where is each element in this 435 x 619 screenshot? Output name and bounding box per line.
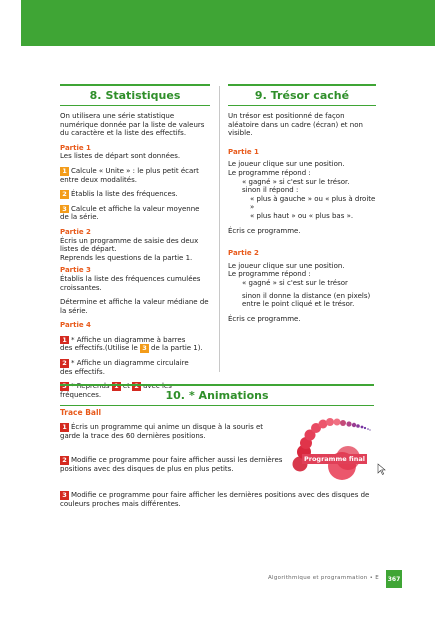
- section-title: 10. * Animations: [60, 384, 374, 406]
- part-label: Partie 1: [60, 143, 91, 152]
- list-item: 2 Établis la liste des fréquences.: [60, 190, 210, 199]
- part-text: Le joueur clique sur une position.: [228, 160, 345, 169]
- step-badge: 3: [60, 205, 69, 214]
- part-label: Partie 4: [60, 321, 91, 330]
- intro-text: Un trésor est positionné de façon aléatoire dans un cadre (écran) et non visible.: [228, 112, 363, 138]
- part-text: Détermine et affiche la valeur médiane de la série.: [60, 298, 209, 315]
- list-item: 1 Écris un programme qui anime un disque à la souris et garde la trace des 60 dernières positions.: [60, 423, 263, 440]
- part-text: Écris ce programme.: [228, 314, 301, 323]
- list-item: 2 * Affiche un diagramme circulaire des effectifs.: [60, 359, 189, 376]
- section-statistiques: [60, 84, 210, 399]
- list-item: 3 Calcule et affiche la valeur moyenne de la série.: [60, 204, 200, 222]
- part-text: Le joueur clique sur une position.: [228, 261, 345, 270]
- part-text: « gagné » si c'est sur le trésor: [242, 278, 348, 287]
- step-badge: 3: [60, 491, 69, 500]
- part-text: sinon il donne la distance (en pixels): [242, 291, 371, 300]
- part-text: « gagné » si c'est sur le trésor.: [242, 177, 350, 186]
- part-text: Les listes de départ sont données.: [60, 152, 181, 161]
- part-label: Partie 1: [228, 147, 259, 156]
- section-title: 8. Statistiques: [60, 84, 210, 106]
- step-badge: 2: [60, 359, 69, 368]
- part-text: Reprends les questions de la partie 1.: [60, 253, 193, 262]
- illustration-caption: Programme final: [304, 455, 365, 463]
- part-label: Partie 3: [60, 266, 91, 275]
- section-tresor-cache: [228, 84, 376, 323]
- part-label: Partie 2: [228, 249, 259, 258]
- list-item: 3 * Reprends 1 et 2 avec les fréquences.: [60, 382, 172, 399]
- part-text: Écris ce programme.: [228, 226, 301, 235]
- section-title: 9. Trésor caché: [228, 84, 376, 106]
- intro-text: On utilisera une série statistique numérique donnée par la liste de valeurs du caractère et la liste des effectifs.: [60, 112, 205, 138]
- step-badge: 1: [60, 423, 69, 432]
- column-divider: [219, 86, 220, 372]
- part-text: « plus à gauche » ou « plus à droite »: [250, 194, 376, 212]
- section-animations: [60, 384, 374, 406]
- part-label: Partie 2: [60, 227, 91, 236]
- trace-ball-drawing: [286, 410, 390, 490]
- part-text: Le programme répond :: [228, 270, 311, 279]
- part-text: « plus haut » ou « plus bas ».: [250, 211, 354, 220]
- part-text: Écris un programme de saisie des deux listes de départ.: [60, 236, 199, 254]
- step-ref-badge: 2: [132, 382, 141, 391]
- trace-ball-illustration: [286, 410, 390, 490]
- step-badge: 3: [60, 382, 69, 391]
- page-number: 367: [386, 570, 402, 588]
- list-item: 1 Calcule « Unite » : le plus petit écart entre deux modalités.: [60, 166, 199, 184]
- subsection-title: Trace Ball: [60, 408, 102, 417]
- list-item: 3 Modifie ce programme pour faire afficher les dernières positions avec des disques de couleurs proches mais différentes.: [60, 491, 370, 508]
- part-text: Le programme répond :: [228, 168, 311, 177]
- list-item: 1 * Affiche un diagramme à barres des effectifs.(Utilise le 3 de la partie 1).: [60, 335, 203, 353]
- step-ref-badge: 3: [140, 344, 149, 353]
- part-text: sinon il répond :: [242, 186, 299, 195]
- list-item: 2 Modifie ce programme pour faire afficher aussi les dernières positions avec des disques de plus en plus petits.: [60, 456, 283, 473]
- footer-chapter: Algorithmique et programmation • E: [267, 575, 379, 581]
- step-badge: 2: [60, 456, 69, 465]
- step-badge: 1: [60, 167, 69, 176]
- step-badge: 1: [60, 336, 69, 345]
- header-band: [21, 0, 435, 46]
- cursor-icon: [378, 464, 385, 475]
- part-text: Établis la liste des fréquences cumulées croissantes.: [60, 274, 201, 292]
- step-ref-badge: 1: [112, 382, 121, 391]
- part-text: entre le point cliqué et le trésor.: [242, 300, 355, 309]
- step-badge: 2: [60, 190, 69, 199]
